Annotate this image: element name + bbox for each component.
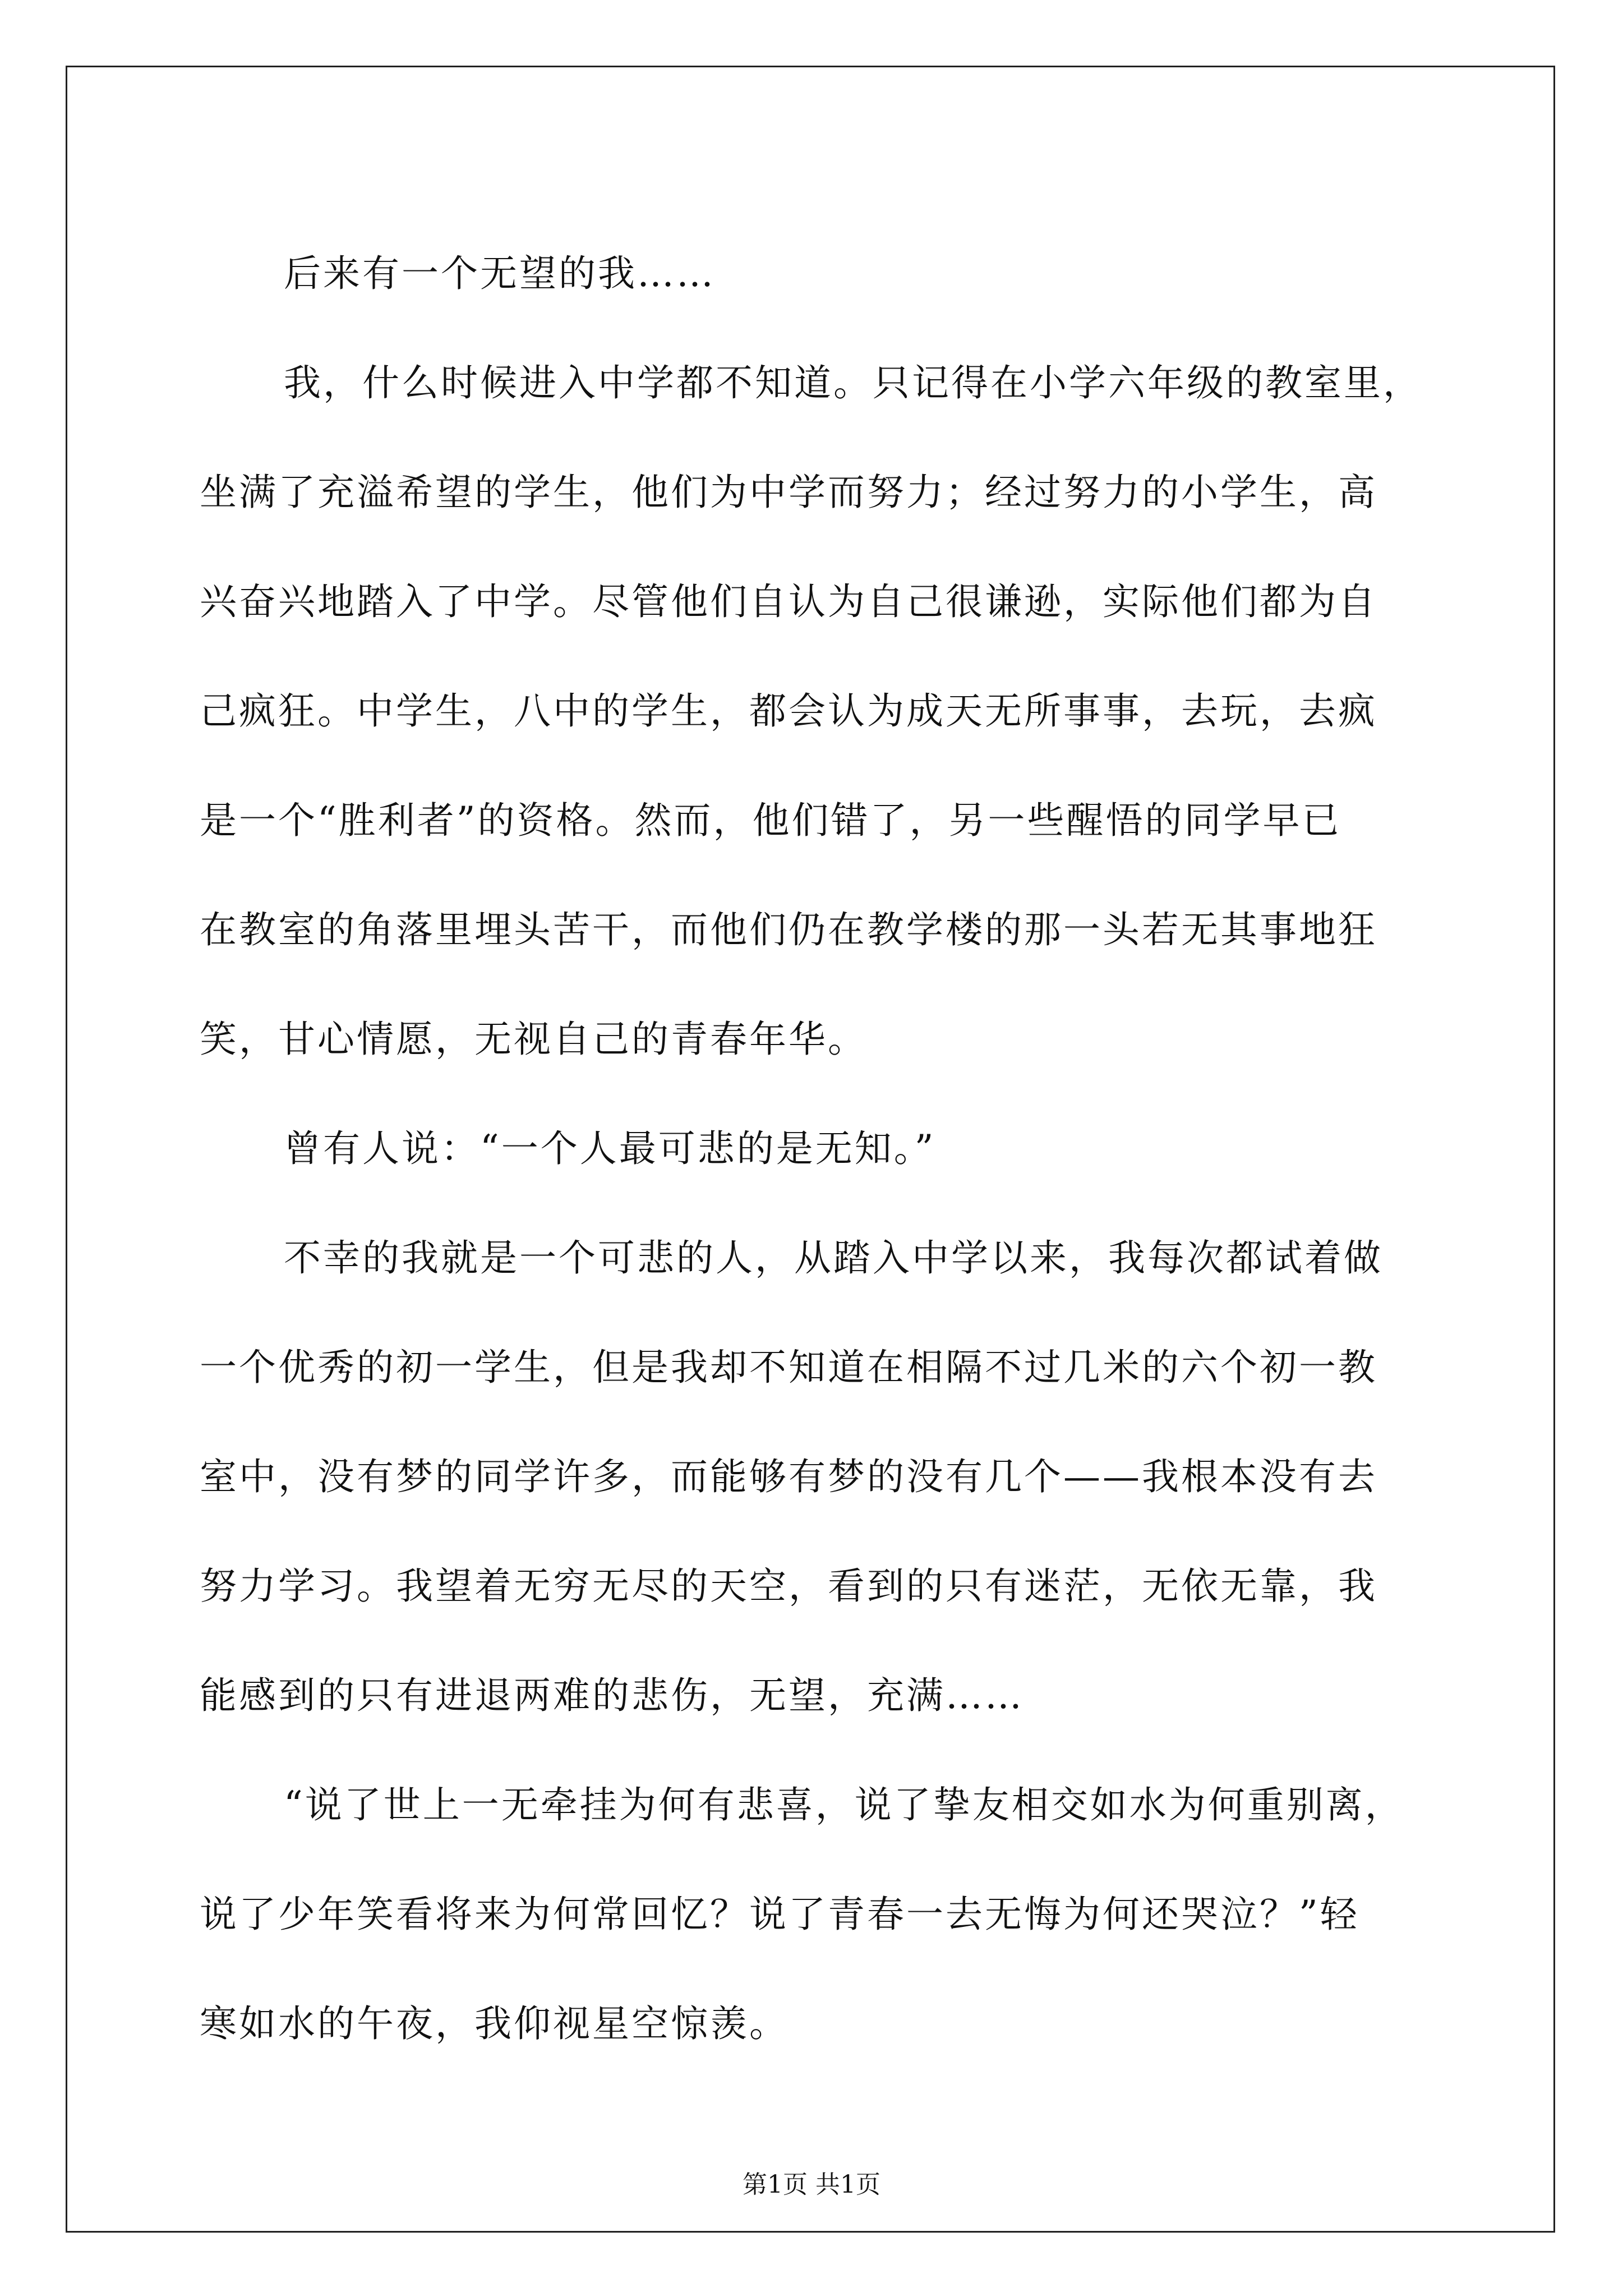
paragraph-1-line-1: 后来有一个无望的我…… (284, 252, 716, 295)
paragraph-4-line-4: 努力学习。我望着无穷无尽的天空，看到的只有迷茫，无依无靠，我 (200, 1565, 1377, 1608)
page-number-footer: 第1页 共1页 (743, 2170, 880, 2199)
paragraph-2-line-4: 己疯狂。中学生，八中的学生，都会认为成天无所事事，去玩，去疯 (200, 689, 1377, 733)
paragraph-2-line-7: 笑，甘心情愿，无视自己的青春年华。 (200, 1018, 867, 1061)
paragraph-4-line-2: 一个优秀的初一学生，但是我却不知道在相隔不过几米的六个初一教 (200, 1346, 1377, 1389)
document-body (200, 219, 1433, 2078)
paragraph-4-line-1: 不幸的我就是一个可悲的人，从踏入中学以来，我每次都试着做 (284, 1236, 1383, 1280)
paragraph-5-line-3: 寒如水的午夜，我仰视星空惊羡。 (200, 2002, 789, 2045)
paragraph-2-line-2: 坐满了充溢希望的学生，他们为中学而努力；经过努力的小学生，高 (200, 471, 1377, 514)
paragraph-4-line-3: 室中，没有梦的同学许多，而能够有梦的没有几个——我根本没有去 (200, 1455, 1377, 1498)
paragraph-3-line-1: 曾有人说：“一个人最可悲的是无知。” (284, 1127, 936, 1170)
paragraph-5-line-2: 说了少年笑看将来为何常回忆？说了青春一去无悔为何还哭泣？”轻 (200, 1893, 1359, 1936)
paragraph-2-line-3: 兴奋兴地踏入了中学。尽管他们自认为自己很谦逊，实际他们都为自 (200, 580, 1377, 623)
paragraph-2-line-1: 我，什么时候进入中学都不知道。只记得在小学六年级的教室里， (284, 361, 1422, 404)
paragraph-4-line-5: 能感到的只有进退两难的悲伤，无望，充满…… (200, 1674, 1024, 1717)
paragraph-5-line-1: “说了世上一无牵挂为何有悲喜，说了挚友相交如水为何重别离， (284, 1783, 1404, 1826)
paragraph-2-line-6: 在教室的角落里埋头苦干，而他们仍在教学楼的那一头若无其事地狂 (200, 908, 1377, 951)
paragraph-2-line-5: 是一个“胜利者”的资格。然而，他们错了，另一些醒悟的同学早已 (200, 799, 1341, 842)
